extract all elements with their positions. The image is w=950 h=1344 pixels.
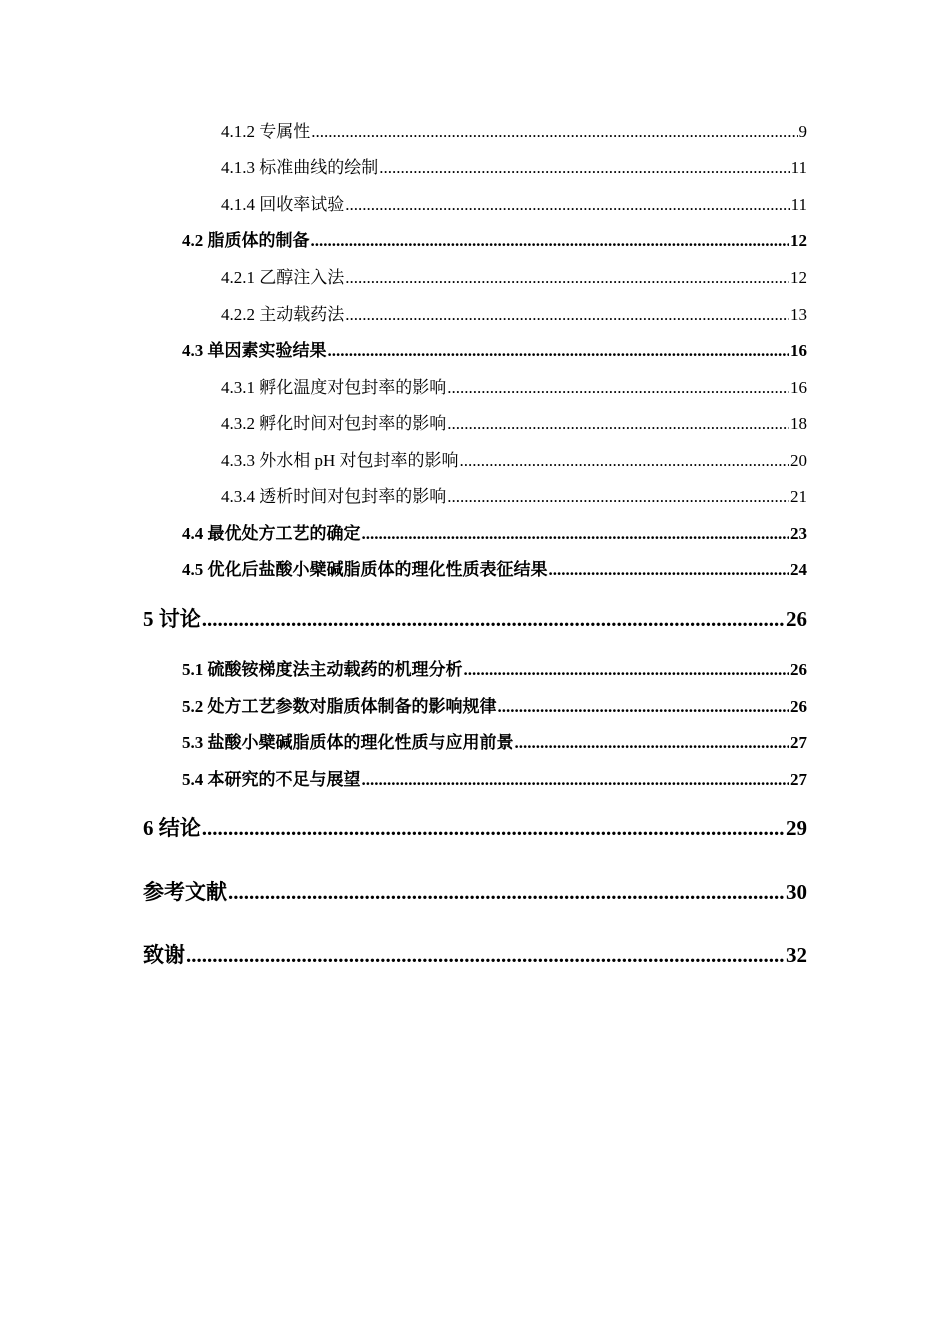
- toc-entry-4-2-1[interactable]: [0, 263, 807, 288]
- toc-entry-title: 4.1.4 回收率试验: [221, 195, 345, 214]
- toc-entry-page: 26: [790, 660, 807, 679]
- toc-entry-4-3-2[interactable]: [0, 409, 807, 434]
- toc-entry-title: 致谢: [143, 943, 185, 967]
- toc-entry-title: 4.2.2 主动载药法: [221, 305, 345, 324]
- dot-leader: [186, 943, 785, 968]
- dot-leader: [345, 268, 789, 288]
- dot-leader: [328, 341, 790, 361]
- toc-entry-page: 12: [790, 268, 807, 287]
- dot-leader: [362, 770, 790, 790]
- dot-leader: [447, 487, 789, 507]
- dot-leader: [460, 451, 789, 471]
- toc-entry-chapter-6[interactable]: [0, 812, 807, 842]
- toc-entry-4-4[interactable]: [0, 519, 807, 544]
- toc-entry-title: 5.4 本研究的不足与展望: [182, 770, 361, 789]
- toc-entry-title: 4.1.3 标准曲线的绘制: [221, 158, 379, 177]
- toc-entry-page: 20: [790, 451, 807, 470]
- dot-leader: [447, 414, 789, 434]
- toc-entry-4-3-4[interactable]: [0, 482, 807, 507]
- toc-entry-page: 16: [790, 341, 807, 360]
- toc-entry-title: 4.3 单因素实验结果: [182, 341, 327, 360]
- toc-entry-title: 4.3.4 透析时间对包封率的影响: [221, 487, 447, 506]
- toc-entry-4-5[interactable]: [0, 555, 807, 580]
- toc-entry-page: 27: [790, 733, 807, 752]
- toc-entry-page: 29: [786, 816, 807, 840]
- toc-entry-page: 9: [798, 122, 807, 141]
- toc-entry-5-1[interactable]: [0, 655, 807, 680]
- toc-entry-page: 16: [790, 378, 807, 397]
- toc-entry-chapter-5[interactable]: [0, 603, 807, 633]
- toc-entry-page: 26: [790, 697, 807, 716]
- toc-entry-title: 4.2.1 乙醇注入法: [221, 268, 345, 287]
- dot-leader: [447, 378, 789, 398]
- toc-entry-4-2-2[interactable]: [0, 300, 807, 325]
- toc-entry-acknowledgements[interactable]: [0, 939, 807, 969]
- toc-entry-page: 23: [790, 524, 807, 543]
- toc-entry-page: 21: [790, 487, 807, 506]
- dot-leader: [345, 195, 789, 215]
- toc-entry-4-3-1[interactable]: [0, 373, 807, 398]
- toc-entry-4-2[interactable]: [0, 226, 807, 251]
- toc-entry-page: 24: [790, 560, 807, 579]
- toc-entry-4-1-4[interactable]: [0, 190, 807, 215]
- toc-entry-references[interactable]: [0, 876, 807, 906]
- dot-leader: [464, 660, 790, 680]
- toc-entry-title: 5.2 处方工艺参数对脂质体制备的影响规律: [182, 697, 497, 716]
- toc-entry-title: 5 讨论: [143, 607, 201, 631]
- toc-entry-title: 5.3 盐酸小檗碱脂质体的理化性质与应用前景: [182, 733, 514, 752]
- toc-entry-page: 13: [790, 305, 807, 324]
- toc-entry-title: 4.3.3 外水相 pH 对包封率的影响: [221, 451, 459, 470]
- dot-leader: [202, 607, 785, 632]
- dot-leader: [311, 231, 790, 251]
- toc-entry-4-1-3[interactable]: [0, 153, 807, 178]
- toc-entry-page: 27: [790, 770, 807, 789]
- dot-leader: [202, 816, 785, 841]
- toc-entry-4-1-2[interactable]: [0, 117, 807, 142]
- dot-leader: [362, 524, 790, 544]
- toc-entry-page: 11: [790, 158, 807, 177]
- dot-leader: [498, 697, 790, 717]
- toc-entry-page: 18: [790, 414, 807, 433]
- toc-entry-title: 参考文献: [143, 880, 227, 904]
- toc-entry-5-4[interactable]: [0, 765, 807, 790]
- toc-entry-4-3-3[interactable]: [0, 446, 807, 471]
- toc-entry-title: 4.3.1 孵化温度对包封率的影响: [221, 378, 447, 397]
- toc-entry-page: 11: [790, 195, 807, 214]
- toc-entry-title: 4.4 最优处方工艺的确定: [182, 524, 361, 543]
- toc-entry-title: 4.5 优化后盐酸小檗碱脂质体的理化性质表征结果: [182, 560, 548, 579]
- toc-entry-page: 26: [786, 607, 807, 631]
- dot-leader: [228, 880, 785, 905]
- toc-entry-title: 4.2 脂质体的制备: [182, 231, 310, 250]
- toc-entry-title: 4.1.2 专属性: [221, 122, 311, 141]
- dot-leader: [549, 560, 790, 580]
- dot-leader: [515, 733, 790, 753]
- toc-entry-title: 4.3.2 孵化时间对包封率的影响: [221, 414, 447, 433]
- toc-entry-page: 32: [786, 943, 807, 967]
- toc-entry-title: 5.1 硫酸铵梯度法主动载药的机理分析: [182, 660, 463, 679]
- toc-entry-4-3[interactable]: [0, 336, 807, 361]
- toc-entry-page: 30: [786, 880, 807, 904]
- toc-entry-title: 6 结论: [143, 816, 201, 840]
- dot-leader: [345, 305, 789, 325]
- toc-entry-5-3[interactable]: [0, 728, 807, 753]
- toc-entry-5-2[interactable]: [0, 692, 807, 717]
- dot-leader: [311, 122, 797, 142]
- toc-entry-page: 12: [790, 231, 807, 250]
- dot-leader: [379, 158, 789, 178]
